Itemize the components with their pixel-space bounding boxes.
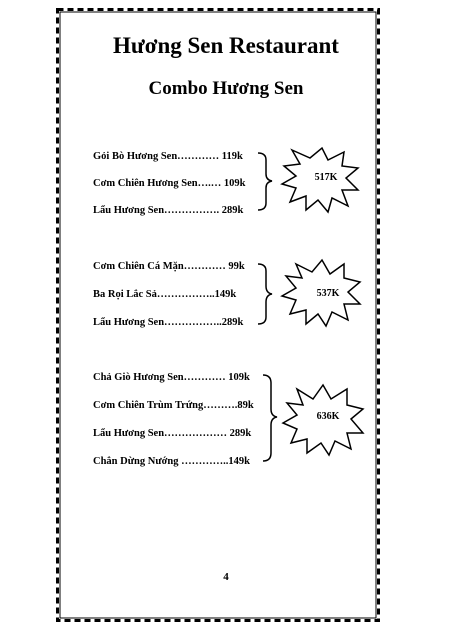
- menu-item: Cơm Chiên Cá Mặn………… 99k: [93, 261, 245, 272]
- combo-price-burst: [263, 369, 363, 469]
- menu-item: Gỏi Bò Hương Sen………… 119k: [93, 151, 243, 162]
- page-number: 4: [223, 571, 229, 583]
- menu-item: Lẩu Hương Sen……………… 289k: [93, 428, 252, 439]
- combo-price-burst: [258, 148, 358, 218]
- menu-item: Lẩu Hương Sen……………..289k: [93, 317, 244, 328]
- restaurant-title: Hương Sen Restaurant: [113, 33, 339, 58]
- menu-item: Ba Rọi Lắc Sả……………..149k: [93, 289, 237, 300]
- combo-price: 636K: [316, 411, 340, 422]
- combo-price: 517K: [314, 172, 338, 183]
- menu-item: Chẳn Dừng Nướng …………..149k: [93, 456, 250, 467]
- combo-price: 537K: [316, 288, 340, 299]
- menu-item: Cơm Chiên Hương Sen….… 109k: [93, 178, 246, 189]
- menu-item: Chả Giò Hương Sen………… 109k: [93, 372, 250, 383]
- combo-heading: Combo Hương Sen: [148, 78, 304, 99]
- menu-item: Lẩu Hương Sen……………. 289k: [93, 205, 244, 216]
- combo-price-burst: [258, 258, 358, 330]
- menu-item: Cơm Chiên Trùm Trứng……….89k: [93, 400, 254, 411]
